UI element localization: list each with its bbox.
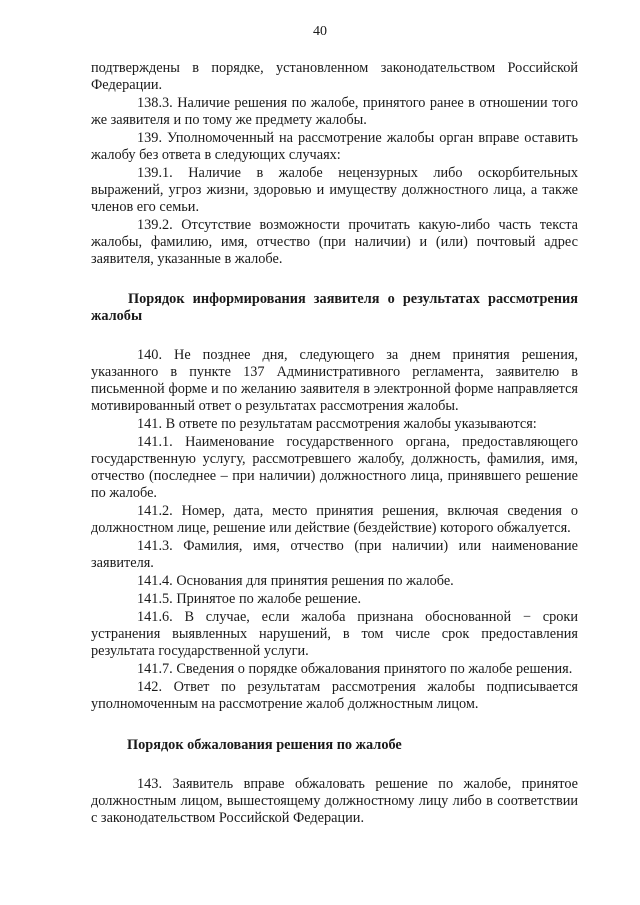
- paragraph-141-5: 141.5. Принятое по жалобе решение.: [137, 591, 362, 607]
- paragraph-141-6: 141.6. В случае, если жалоба признана обоснованной − сроки устранения выявленных нарушений, в том числе срок предоставления результата государственной услуги.: [91, 609, 578, 659]
- paragraph-141-2: 141.2. Номер, дата, место принятия решения, включая сведения о должностном лице, решение или действие (бездействие) которого обжалуется.: [91, 503, 578, 536]
- section-heading-informing: Порядок информирования заявителя о результатах рассмотрения жалобы: [91, 291, 578, 324]
- paragraph-143: 143. Заявитель вправе обжаловать решение по жалобе, принятое должностным лицом, вышестоящему должностному лицу либо в соответствии с законодательством Российской Федерации.: [91, 776, 578, 826]
- paragraph-141-3: 141.3. Фамилия, имя, отчество (при наличии) или наименование заявителя.: [91, 538, 578, 571]
- document-body: [91, 60, 578, 828]
- paragraph-140: 140. Не позднее дня, следующего за днем принятия решения, указанного в пункте 137 Административного регламента, заявителю в письменной форме и по желанию заявителя в электронной форме направляется мотивированный ответ о результатах рассмотрения жалобы.: [91, 347, 578, 414]
- paragraph-141: 141. В ответе по результатам рассмотрения жалобы указываются:: [137, 416, 537, 432]
- paragraph-139: 139. Уполномоченный на рассмотрение жалобы орган вправе оставить жалобу без ответа в следующих случаях:: [91, 130, 578, 163]
- section-heading-appeal: Порядок обжалования решения по жалобе: [127, 737, 402, 753]
- paragraph-139-2: 139.2. Отсутствие возможности прочитать какую-либо часть текста жалобы, фамилию, имя, отчество (при наличии) и (или) почтовый адрес заявителя, указанные в жалобе.: [91, 217, 578, 267]
- paragraph-141-4: 141.4. Основания для принятия решения по жалобе.: [137, 573, 454, 589]
- page-number: 40: [313, 24, 327, 39]
- paragraph-138-3: 138.3. Наличие решения по жалобе, принятого ранее в отношении того же заявителя и по тому же предмету жалобы.: [91, 95, 578, 128]
- paragraph-141-7: 141.7. Сведения о порядке обжалования принятого по жалобе решения.: [137, 661, 573, 677]
- paragraph-141-1: 141.1. Наименование государственного органа, предоставляющего государственную услугу, рассмотревшего жалобу, должность, фамилия, имя, отчество (последнее – при наличии) должностного лица, принявшего решение по жалобе.: [91, 434, 578, 501]
- paragraph-continuation: подтверждены в порядке, установленном законодательством Российской Федерации.: [91, 60, 578, 93]
- paragraph-142: 142. Ответ по результатам рассмотрения жалобы подписывается уполномоченным на рассмотрение жалоб должностным лицом.: [91, 679, 578, 712]
- paragraph-139-1: 139.1. Наличие в жалобе нецензурных либо оскорбительных выражений, угроз жизни, здоровью и имуществу должностного лица, а также членов его семьи.: [91, 165, 578, 215]
